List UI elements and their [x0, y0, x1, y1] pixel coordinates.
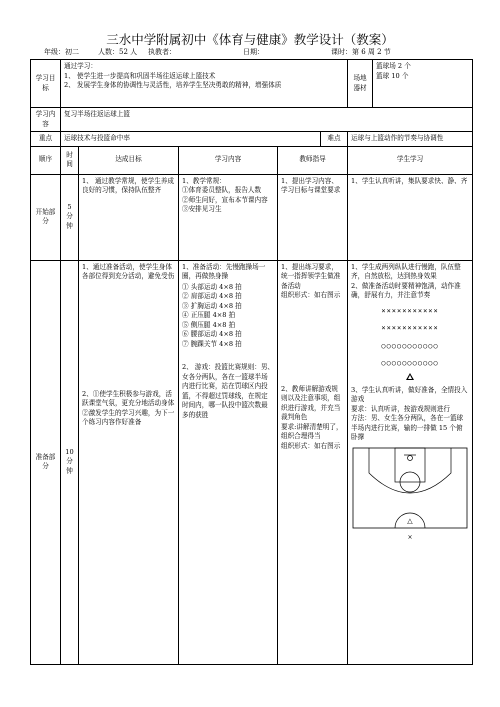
prep-student-a2: 2、做准备活动时要精神饱满，动作准确，舒展有力，并注意节奏 — [351, 281, 461, 299]
prep-goal-b2: ②激发学生的学习兴趣，为下一个练习内容作好准备 — [82, 408, 175, 426]
prep-student-b2: 要求：认真听讲，按游戏规则进行 — [351, 404, 450, 413]
formation-row: ××××××××××× — [381, 306, 439, 315]
prep-teacher-b3: 组织形式：如右图示 — [281, 441, 341, 450]
start-content-line: ②师生问好，宣布本节课内容 — [182, 195, 268, 204]
prep-student-a1: 1、学生成两列纵队进行慢跑，队伍整齐，自然放松，达到热身效果 — [351, 262, 461, 280]
date-label: 日期： — [243, 48, 264, 56]
prep-content — [179, 260, 278, 664]
objectives-intro: 通过学习： — [64, 62, 97, 70]
people-label: 人数：52 人 — [98, 48, 138, 56]
lesson-plan-table — [30, 59, 473, 665]
key-label: 重点 — [31, 132, 61, 147]
formation-row: ××××××××××× — [381, 324, 439, 332]
objective-2: 2、 发展学生身体的协调性与灵活性，培养学生坚决勇敢的精神，增强体质 — [64, 81, 282, 89]
prep-goal-b1: 2、①使学生积极参与游戏，活跃课堂气氛，更充分地活动身体 — [82, 389, 175, 407]
prep-teacher — [278, 260, 348, 664]
key-value: 运球技术与投篮命中率 — [61, 132, 321, 147]
formation-diagram — [351, 307, 469, 380]
prep-teacher-a1: 1、提出练习要求，统一指挥领学生做准备活动 — [281, 262, 341, 290]
basketball-court-diagram — [351, 445, 469, 533]
start-goal: 1、 通过教学常规，使学生养成良好的习惯，保持队伍整齐 — [79, 174, 179, 260]
exercise-item: ④ 正压腿 4×8 拍 — [182, 311, 236, 319]
difficult-label: 难点 — [321, 132, 348, 147]
start-teacher: 1、提出学习内容、学习目标与课堂要求 — [278, 174, 348, 260]
start-content-line: ①体育委员整队，报告人数 — [182, 186, 262, 194]
formation-row: ○○○○○○○○○○○ — [381, 341, 439, 350]
prep-time: 10 分钟 — [61, 260, 79, 664]
venue-label: 场地器材 — [348, 60, 373, 108]
teacher-triangle-icon — [406, 373, 414, 380]
col-header-order: 顺序 — [31, 146, 61, 174]
exercise-item: ② 肩部运动 4×8 拍 — [182, 292, 242, 300]
objectives-label: 学习目标 — [31, 60, 61, 108]
student-marker-icon: × — [407, 533, 413, 541]
prep-goal-a: 1、通过准备活动，使学生身体各部位得到充分活动，避免受伤 — [82, 262, 175, 280]
venue-item-2: 篮球 10 个 — [376, 71, 409, 80]
prep-student — [348, 260, 473, 664]
col-header-goal: 达成目标 — [79, 146, 179, 174]
grade-label: 年级：初二 — [44, 48, 79, 56]
difficult-value: 运球与上篮动作的节奏与协调性 — [348, 132, 473, 147]
venue-item-1: 篮球场 2 个 — [376, 62, 411, 70]
content-label: 学习内容 — [31, 108, 61, 132]
prep-content-intro: 1、准备活动：先慢跑操场一圈，再做热身操 — [182, 262, 266, 280]
prep-student-b1: 3、学生认真听讲，做好准备，全情投入游戏 — [351, 385, 468, 403]
prep-teacher-b1: 2、教师讲解游戏规则以及注意事项，组织进行游戏，并充当裁判角色 — [281, 384, 341, 421]
start-content-line: 1、教学常规： — [182, 176, 226, 185]
prep-teacher-a2: 组织形式：如右图示 — [281, 291, 341, 299]
start-content — [179, 174, 278, 260]
svg-text:△: △ — [407, 516, 413, 525]
exercise-item: ① 头部运动 4×8 拍 — [182, 282, 242, 291]
col-header-teacher: 教师指导 — [278, 146, 348, 174]
exercise-item: ⑦ 腕踝关节 4×8 拍 — [182, 339, 242, 348]
col-header-student: 学生学习 — [348, 146, 473, 174]
col-header-time: 时间 — [61, 146, 79, 174]
objective-1: 1、 使学生进一步提高和巩固半场往返运球上篮技术 — [64, 71, 216, 80]
objectives-cell — [61, 60, 348, 108]
start-time: 5 分钟 — [61, 174, 79, 260]
lesson-label: 课时：第 6 周 2 节 — [331, 48, 391, 56]
formation-row: ○○○○○○○○○○○ — [381, 359, 439, 367]
teacher-label: 执教者： — [148, 48, 176, 56]
exercise-item: ⑥ 腰部运动 4×8 拍 — [182, 330, 242, 338]
content-value: 复习半场往返运球上篮 — [61, 108, 473, 132]
start-section: 开始部分 — [31, 174, 61, 260]
prep-goal — [79, 260, 179, 664]
exercise-item: ⑤ 侧压腿 4×8 拍 — [182, 320, 236, 329]
page-title: 三水中学附属初中《体育与健康》教学设计（教案） — [106, 32, 394, 47]
start-content-line: ③安排见习生 — [182, 205, 222, 213]
prep-teacher-b2: 要求:讲解清楚明了，组织合理得当 — [281, 422, 343, 440]
venue-cell — [373, 60, 473, 108]
prep-section: 准备部分 — [31, 260, 61, 664]
prep-student-b3: 方法：男、女生各分两队，各在一篮球半场内进行比赛，输的一排做 15 个俯卧撑 — [351, 414, 464, 441]
prep-content-game: 2、 游戏：投篮比赛规则：男、女各分两队，各在一篮球半场内进行比赛，站在罚球区内投篮，不得超过罚球线，在规定时间内，哪一队投中篮次数最多的获胜 — [182, 363, 275, 419]
exercise-item: ③ 扩胸运动 4×8 拍 — [182, 301, 242, 310]
exercise-list — [182, 283, 274, 350]
meta-row — [0, 47, 500, 59]
col-header-content: 学习内容 — [179, 146, 278, 174]
start-student: 1、学生认真听讲，集队要求快、静、齐 — [348, 174, 473, 260]
